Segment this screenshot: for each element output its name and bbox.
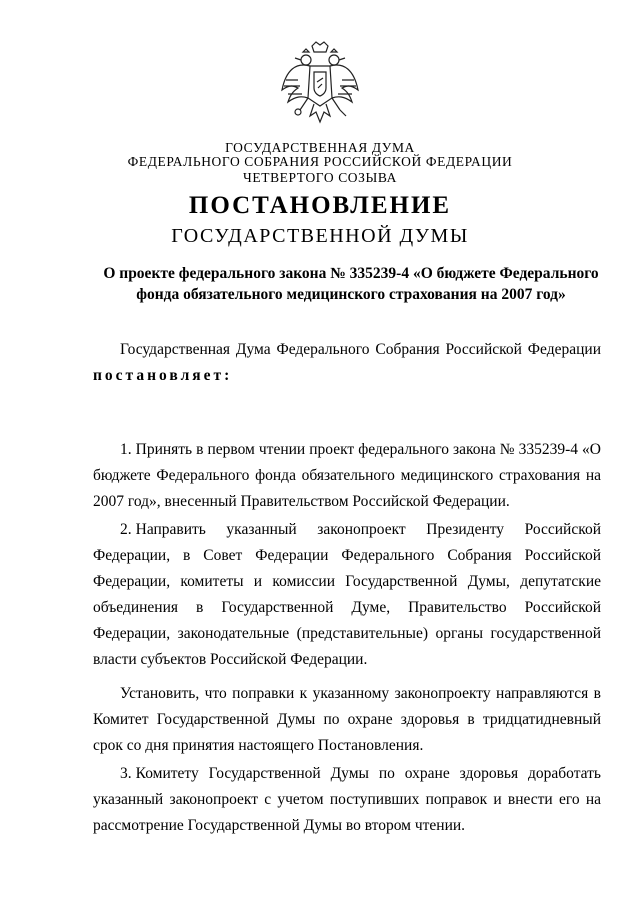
item-paragraph-3	[93, 761, 601, 839]
header-line-convocation: ЧЕТВЕРТОГО СОЗЫВА	[243, 170, 397, 185]
amendments-paragraph	[93, 681, 601, 759]
item-number: 1.	[120, 441, 132, 458]
item-number: 2.	[120, 521, 132, 538]
item-paragraph-1	[93, 437, 601, 515]
russian-coat-of-arms-icon	[276, 40, 364, 130]
item-number: 3.	[120, 765, 132, 782]
document-subtitle: ГОСУДАРСТВЕННОЙ ДУМЫ	[171, 225, 469, 247]
document-title: ПОСТАНОВЛЕНИЕ	[188, 192, 452, 219]
document-subject: О проекте федерального закона № 335239-4 «О бюджете Федерального фонда обязательного медицинского страхования на 2007 год»	[103, 265, 599, 303]
resolves-word: постановляет:	[93, 367, 233, 384]
item-text: Направить указанный законопроект Президенту Российской Федерации, в Совет Федерации Федерального Собрания Российской Федерации, комитеты и комиссии Государственной Думы, депутатские объединения в Государственной Думе, Правительство Российской Федерации, законодательные (представительные) органы государственной власти субъектов Российской Федерации.	[93, 521, 601, 668]
intro-paragraph	[93, 337, 601, 389]
item-paragraph-2	[93, 517, 601, 673]
intro-text: Государственная Дума Федерального Собрания Российской Федерации	[120, 341, 601, 358]
header-line-duma: ГОСУДАРСТВЕННАЯ ДУМА	[225, 140, 415, 155]
header-line-assembly: ФЕДЕРАЛЬНОГО СОБРАНИЯ РОССИЙСКОЙ ФЕДЕРАЦИИ	[127, 154, 513, 169]
item-text: Установить, что поправки к указанному законопроекту направляются в Комитет Государственной Думы по охране здоровья в тридцатидневный срок со дня принятия настоящего Постановления.	[93, 685, 601, 754]
item-text: Комитету Государственной Думы по охране здоровья доработать указанный законопроект с учетом поступивших поправок и внести его на рассмотрение Государственной Думы во втором чтении.	[93, 765, 601, 834]
item-text: Принять в первом чтении проект федерального закона № 335239-4 «О бюджете Федерального фонда обязательного медицинского страхования на 2007 год», внесенный Правительством Российской Федерации.	[93, 441, 601, 510]
